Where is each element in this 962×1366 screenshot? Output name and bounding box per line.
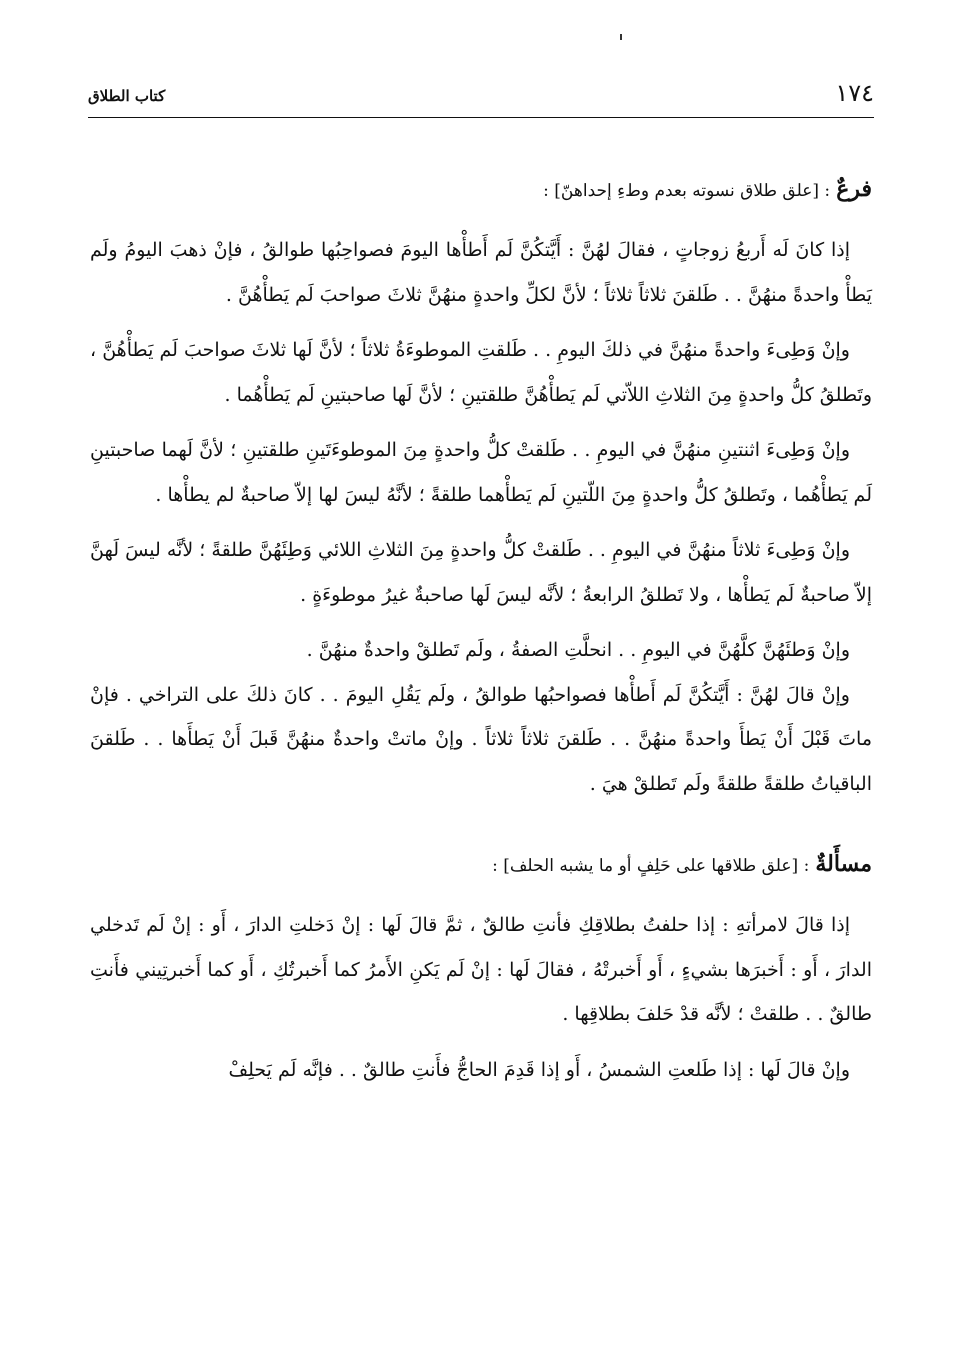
section-heading (90, 847, 872, 883)
paragraph: وإنْ وَطِىءَ اثنتينِ منهُنَّ في اليومِ . . طَلقتْ كلُّ واحدةٍ مِنَ الموطوءَتَينِ طلقتينِ ؛ لأنَّ لَهما صاحبتينِ لَم يَطأْهُما ، وتَطلقُ كلُّ واحدةٍ مِنَ اللّتينِ لَم يَطأْهما طلقةً ؛ لأنَّهُ ليسَ لها إلاّ صاحبةٌ لم يطأْها . (90, 439, 872, 506)
running-title: كتاب الطلاق (88, 87, 166, 105)
paragraph: وإنْ وَطِىءَ ثلاثاً منهُنَّ في اليومِ . . طَلقتْ كلُّ واحدةٍ مِنَ الثلاثِ اللائي وَطِئَهُنَّ طلقةً ؛ لأنَّه ليسَ لَهنَّ إلاّ صاحبةٌ لَم يَطأْها ، ولا تَطلقُ الرابعةُ ؛ لأنَّه ليسَ لَها صاحبةٌ غيرُ موطوءَةٍ . (90, 539, 872, 606)
section-heading (90, 172, 872, 208)
section-title: : [علق طلاقها على حَلِفٍ أو ما يشبه الحلف] : (492, 856, 810, 876)
paragraph: إذا كانَ لَه أَربعُ زوجاتٍ ، فقالَ لهُنَّ : أَيَّتكُنَّ لَم أَطأْها اليومَ فصواحِبُها طوالقُ ، فإنْ ذهبَ اليومُ ولَم يَطأْ واحدةً منهُنَّ . . طَلقنَ ثلاثاً ثلاثاً ؛ لأنَّ لكلِّ واحدةٍ منهُنَّ ثلاثَ صواحبَ لَم يَطأْهُنَّ . (90, 239, 872, 306)
section-title: : [علق طلاق نسوته بعدم وطءِ إحداهنّ] : (543, 181, 831, 201)
page-number: ١٧٤ (835, 79, 874, 107)
section-far (90, 172, 872, 806)
section-gap (90, 817, 872, 847)
scan-speck (620, 34, 622, 40)
paragraph: إذا قالَ لامرأتهِ : إذا حلفتُ بطلاقِكِ فأنتِ طالقٌ ، ثمَّ قالَ لَها : إنْ دَخلتِ الدارَ ، أَو : إنْ لَم تَدخلي الدارَ ، أَو : أَخبرَها بشيءٍ ، أَو أَخبرتْهُ ، فقالَ لَها : إنْ لَم يَكنِ الأَمرُ كما أَخبرتُكِ ، أَو كما أَخبرتِيني فأَنتِ طالقٌ . . طلقتْ ؛ لأنَّه قدْ حَلفَ بطلاقِها . (90, 914, 872, 1025)
paragraph: وإنْ قالَ لَها : إذا طَلعتِ الشمسُ ، أَو إذا قَدِمَ الحاجُّ فأَنتِ طالقٌ . . فإنَّه لَم يَحلِفْ (228, 1058, 850, 1081)
page-body (90, 172, 872, 1366)
paragraph: وإنْ وَطئَهُنَّ كلَّهُنَّ في اليومِ . . انحلَّتِ الصفةُ ، ولَم تَطلقْ واحدةٌ منهُنَّ . (306, 639, 850, 661)
section-label: مسأَلةٌ (815, 851, 872, 877)
section-label: فرعٌ (836, 176, 872, 202)
page-header (88, 72, 874, 108)
paragraph: وإنْ وَطِىءَ واحدةً منهُنَّ في ذلكَ اليومِ . . طَلقتِ الموطوءَةُ ثلاثاً ؛ لأنَّ لَها ثلاثَ صواحبَ لَم يَطأْهُنَّ ، وتَطلقُ كلُّ واحدةٍ مِنَ الثلاثِ اللاّتي لَم يَطأْهُنَّ طلقتينِ ؛ لأنَّ لَها صاحبتينِ لَم يَطأْهُما . (90, 339, 872, 406)
header-rule (88, 117, 874, 118)
paragraph: وإنْ قالَ لهُنَّ : أَيَّتكُنَّ لَم أَطأْها فصواحبُها طوالقُ ، ولَم يَقُلِ اليومَ . . كانَ ذلكَ على التراخي . فإنْ ماتَ قَبْلَ أَنْ يَطأَ واحدةً منهُنَّ . . طَلقنَ ثلاثاً ثلاثاً . وإنْ ماتتْ واحدةٌ منهُنَّ قَبلَ أَنْ يَطأَها . . طَلقنَ الباقياتُ طلقةً طلقةً ولَم تَطلقْ هيَ . (90, 683, 872, 795)
section-masala (90, 847, 872, 1092)
